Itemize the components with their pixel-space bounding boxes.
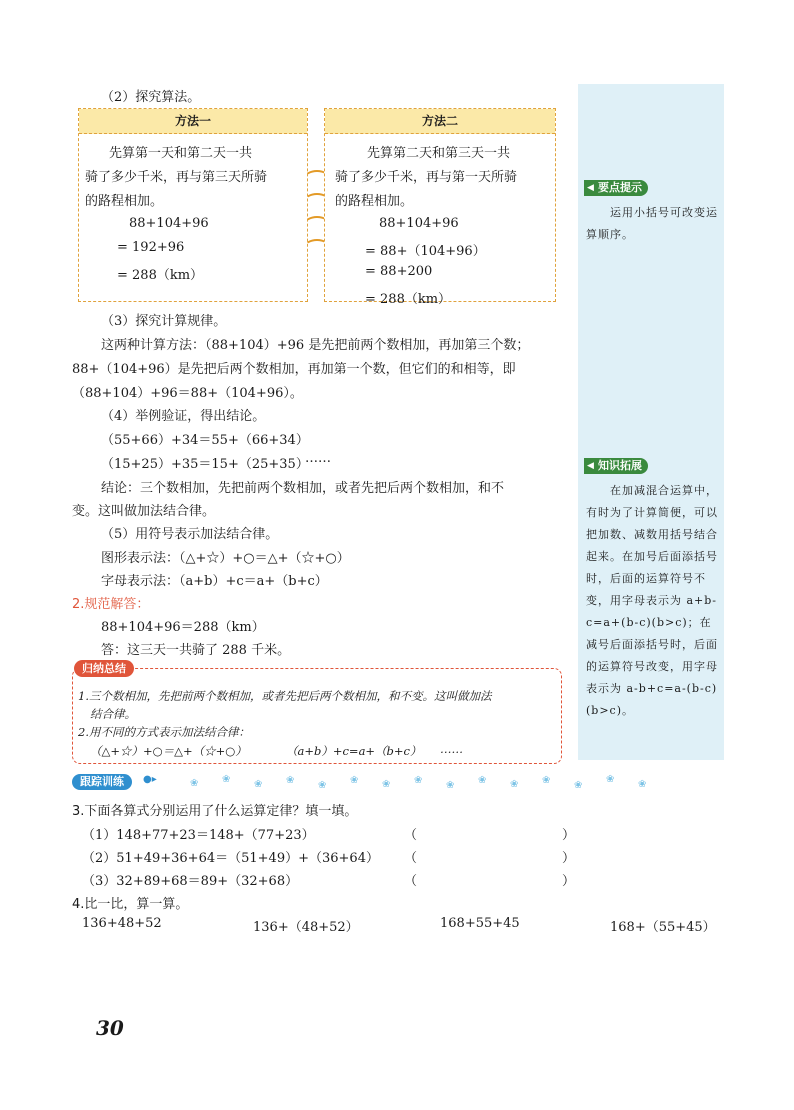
q4-item: 136+48+52 [82,916,162,931]
q3-answer-open: （ [404,851,418,866]
q4-item: 168+55+45 [440,916,520,931]
part3-line: 88+（104+96）是先把后两个数相加，再加第一个数，但它们的和相等，即 [72,362,516,377]
q3-answer-blank[interactable] [420,824,560,840]
q3-answer-close: ） [562,874,576,889]
q3-answer-close: ） [562,828,576,843]
part3-line: 这两种计算方法：（88+104）+96 是先把前两个数相加，再加第三个数； [101,338,530,353]
q4-item: 136+（48+52） [253,920,359,935]
example-ellipsis: …… [305,451,331,466]
method1-calc: 88+104+96 [129,216,209,231]
q4-item: 168+（55+45） [610,920,716,935]
part3-line: （88+104）+96＝88+（104+96）。 [72,386,303,401]
summary-line: 1.三个数相加，先把前两个数相加，或者先把后两个数相加，和不变。这叫做加法 [78,689,492,703]
summary-line: 2.用不同的方式表示加法结合律： [78,725,250,739]
letter-representation: 字母表示法：（a+b）+c＝a+（b+c） [101,574,328,589]
summary-line: …… [440,742,463,756]
method1-title: 方法一 [79,109,307,134]
q3-item: （2）51+49+36+64＝（51+49）+（36+64） [82,851,379,866]
method2-calc: = 88+200 [365,264,433,279]
method2-line: 骑了多少千米，再与第一天所骑 [335,170,518,185]
q3-answer-blank[interactable] [420,847,560,863]
chevron-left-icon: ◀ [587,183,594,193]
paw-icon: ❀ [286,775,295,786]
method2-line: 的路程相加。 [335,194,414,209]
sidebar [578,84,724,760]
method1-calc: = 192+96 [117,240,185,255]
tip-tag-label: 要点提示 [598,181,642,194]
part3-heading: （3）探究计算规律。 [101,314,227,329]
paw-icon: ❀ [478,775,487,786]
extension-text: 在加减混合运算中，有时为了计算简便，可以把加数、减数用括号结合起来。在加号后面添括号时，后面的运算符号不变，用字母表示为 a+b-c=a+(b-c)(b>c)；在减号后面添括号时，后面的运算符号改变，用字母表示为 a-b+c=a-(b-c)(b>c)。 [586,484,718,717]
q4-title: 4.比一比，算一算。 [72,897,189,912]
conclusion-line: 结论：三个数相加，先把前两个数相加，或者先把后两个数相加，和不 [101,481,505,496]
method2-calc: = 88+（104+96） [365,244,486,259]
method1-calc: = 288（km） [117,268,204,283]
track-training-tag: 跟踪训练 [72,774,132,790]
arrow-icon: ●▸ [143,774,157,785]
method1-box [78,108,308,302]
q3-answer-open: （ [404,828,418,843]
paw-icon: ❀ [222,774,231,785]
method1-line: 先算第一天和第二天一共 [109,146,253,161]
extension-tag [584,458,648,474]
paw-icon: ❀ [382,779,391,790]
example-line: （55+66）+34＝55+（66+34） [101,433,309,448]
q3-item: （3）32+89+68＝89+（32+68） [82,874,299,889]
paw-icon: ❀ [254,779,263,790]
part4-heading: （4）举例验证，得出结论。 [101,409,266,424]
q3-item: （1）148+77+23＝148+（77+23） [82,828,315,843]
paw-icon: ❀ [446,780,455,791]
method2-title: 方法二 [325,109,555,134]
paw-icon: ❀ [414,775,423,786]
paw-icon: ❀ [638,779,647,790]
q3-answer-open: （ [404,874,418,889]
tip-tag [584,180,648,196]
standard-heading: 2.规范解答： [72,597,150,612]
method2-calc: = 288（km） [365,292,452,307]
answer-text: 答：这三天一共骑了 288 千米。 [101,643,291,658]
method1-line: 骑了多少千米，再与第三天所骑 [85,170,268,185]
tip-text: 运用小括号可改变运算顺序。 [586,206,718,241]
paw-icon: ❀ [318,780,327,791]
paw-icon: ❀ [190,778,199,789]
method2-calc: 88+104+96 [379,216,459,231]
q3-answer-blank[interactable] [420,870,560,886]
q3-title: 3.下面各算式分别运用了什么运算定律？填一填。 [72,804,358,819]
summary-line: 结合律。 [90,707,136,721]
example-line: （15+25）+35＝15+（25+35） [101,457,309,472]
method2-line: 先算第二天和第三天一共 [367,146,511,161]
paw-icon: ❀ [574,780,583,791]
part5-heading: （5）用符号表示加法结合律。 [101,527,279,542]
paw-icon: ❀ [606,774,615,785]
summary-tag: 归纳总结 [74,660,134,677]
figure-representation: 图形表示法：（△+☆）+○＝△+（☆+○） [101,551,350,566]
method1-line: 的路程相加。 [85,194,164,209]
extension-tag-label: 知识拓展 [598,459,642,472]
conclusion-line: 变。这叫做加法结合律。 [72,504,216,519]
answer-calc: 88+104+96＝288（km） [101,620,265,635]
method2-box [324,108,556,307]
summary-line: （a+b）+c=a+（b+c） [286,744,422,758]
page-number: 30 [96,1016,124,1040]
paw-icon: ❀ [542,775,551,786]
q3-answer-close: ） [562,851,576,866]
summary-line: （△+☆）+○＝△+（☆+○） [90,744,247,758]
chevron-left-icon: ◀ [587,461,594,471]
paw-icon: ❀ [510,779,519,790]
part2-heading: （2）探究算法。 [101,90,201,105]
paw-icon: ❀ [350,775,359,786]
